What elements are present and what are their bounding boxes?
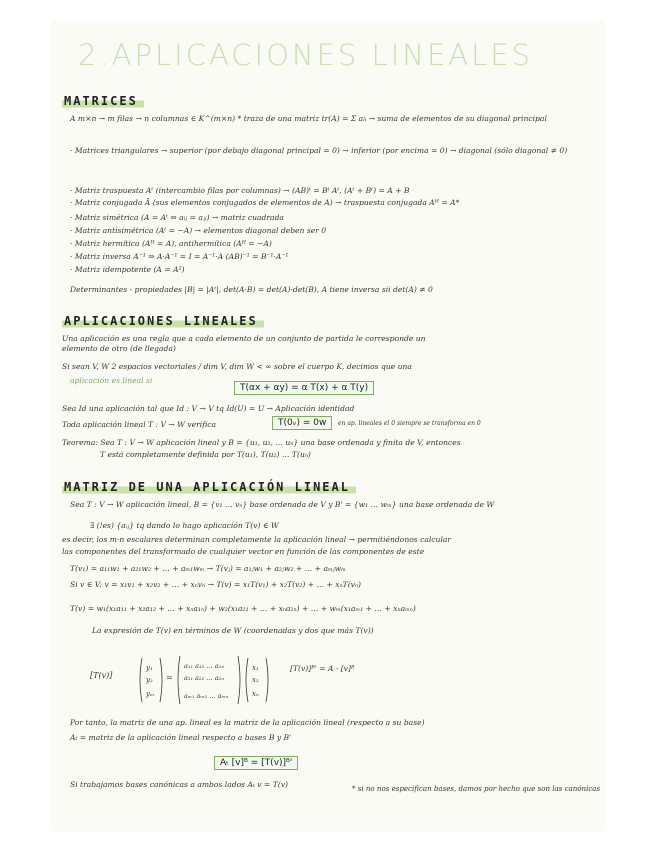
line: ∃ (!es) {aᵢⱼ} tq dando lo hago aplicación T(v) ∈ W — [90, 521, 279, 530]
section-matrices: MATRICES — [62, 94, 144, 108]
svg-text:xₙ: xₙ — [252, 690, 259, 698]
zero-box: T(0ᵥ) = 0w — [272, 416, 332, 430]
line: aplicación es lineal si — [70, 376, 153, 385]
line: · Matriz traspuesta Aᵗ (intercambio filas por columnas) → (AB)ᵗ = Bᵗ Aᵗ, (Aᵗ + Bᵗ) = A + B — [70, 186, 410, 195]
svg-text:y₂: y₂ — [146, 676, 153, 684]
line: Por tanto, la matriz de una ap. lineal es la matriz de la aplicación lineal (respecto a su base) — [70, 718, 425, 727]
svg-text:[T(v)]: [T(v)] — [90, 671, 113, 680]
line: las componentes del transformado de cualquier vector en función de las componentes de este — [62, 547, 425, 556]
svg-text:y₁: y₁ — [146, 664, 153, 672]
section-matriz: MATRIZ DE UNA APLICACIÓN LINEAL — [62, 480, 356, 494]
line: · Matrices triangulares → superior (por debajo diagonal principal = 0) → inferior (por encima = 0) → diagonal (sólo diagonal ≠ 0) — [70, 146, 568, 155]
line: · Matriz conjugada Ā (sus elementos conjugados de elementos de A) → traspuesta conjugada Aᴴ = A* — [70, 198, 460, 207]
line: Si sean V, W 2 espacios vectoriales / dim V, dim W < ∞ sobre el cuerpo K, decimos que una — [62, 362, 412, 371]
matrix-eq: [T(v)]ᴮ' = A · [v]ᴮ — [290, 664, 355, 673]
line: Toda aplicación lineal T : V → W verifica — [62, 420, 217, 429]
final-box: Aₜ [v]ᴮ = [T(v)]ᴮ' — [214, 756, 298, 770]
line: Si v ∈ V: v = x₁v₁ + x₂v₂ + … + xₙvₙ → T(v) = x₁T(v₁) + x₂T(v₂) + … + xₙT(vₙ) — [70, 580, 362, 589]
svg-text:a₂₁ a₂₂ … a₂ₙ: a₂₁ a₂₂ … a₂ₙ — [184, 674, 224, 682]
line: * si no nos especifican bases, damos por hecho que son las canónicas — [352, 784, 601, 793]
line: A m×n → m filas → n columnas ∈ K^(m×n) * traza de una matriz tr(A) = Σ aᵢᵢ → suma de elementos de su diagonal principal — [70, 114, 547, 123]
svg-text:x₂: x₂ — [252, 676, 259, 684]
line: es decir, los m·n escalares determinan completamente la aplicación lineal → permitiéndonos calcular — [62, 535, 452, 544]
line: T(v) = w₁(x₁a₁₁ + x₂a₁₂ + … + xₙa₁ₙ) + w₂(x₁a₂₁ + … + xₙa₂ₙ) + … + wₘ(x₁aₘ₁ + … + xₙaₘₙ) — [70, 604, 416, 613]
zero-note: en ap. lineales el 0 siempre se transforma en 0 — [338, 420, 481, 427]
line: · Matriz antisimétrica (Aᵗ = −A) → elementos diagonal deben ser 0 — [70, 226, 327, 235]
line: · Matriz simétrica (A = Aᵗ ⇔ aᵢⱼ = aⱼᵢ) → matriz cuadrada — [70, 213, 284, 222]
page-title: 2.APLICACIONES LINEALES — [78, 38, 534, 72]
line: · Matriz inversa A⁻¹ ⇒ A·A⁻¹ = I = A⁻¹·A (AB)⁻¹ = B⁻¹·A⁻¹ — [70, 252, 289, 261]
line: Determinantes - propiedades |B| = |Aᵗ|, det(A·B) = det(A)·det(B), A tiene inversa sii det(A) ≠ 0 — [70, 285, 433, 294]
line: · Matriz hermítica (Aᴴ = A), antihermítica (Aᴴ = −A) — [70, 239, 272, 248]
line: Sea T : V → W aplicación lineal, B = {v₁ … vₙ} base ordenada de V y B' = {w₁ … wₘ} una base ordenada de W — [70, 500, 495, 509]
svg-text:a₁₁ a₁₂ … a₁ₙ: a₁₁ a₁₂ … a₁ₙ — [184, 662, 224, 670]
line: Si trabajamos bases canónicas a ambos lados Aₜ v = T(v) — [70, 780, 288, 789]
line: · Matriz idempotente (A = A²) — [70, 265, 185, 274]
svg-text:yₘ: yₘ — [146, 690, 155, 698]
matrix-diagram — [90, 650, 350, 710]
line: Teorema: Sea T : V → W aplicación lineal y B = {u₁, u₂, … uₙ} una base ordenada y finita de V, entonces — [62, 438, 461, 447]
line: elemento de otro (de llegada) — [62, 344, 176, 353]
linearity-box: T(αx + αy) = α T(x) + α T(y) — [234, 381, 374, 395]
line: Sea Id una aplicación tal que Id : V → V tq Id(U) = U → Aplicación identidad — [62, 404, 355, 413]
line: Una aplicación es una regla que a cada elemento de un conjunto de partida le corresponde un — [62, 334, 426, 343]
line: T está completamente definida por T(u₁), T(u₂) … T(uₙ) — [100, 450, 311, 459]
section-aplicaciones: APLICACIONES LINEALES — [62, 314, 264, 328]
line: La expresión de T(v) en términos de W (coordenadas y dos que más T(v)) — [92, 626, 374, 635]
line: T(v₁) = a₁₁w₁ + a₂₁w₂ + … + aₘ₁wₘ → T(vⱼ) = a₁ⱼw₁ + a₂ⱼw₂ + … + aₘⱼwₘ — [70, 564, 346, 573]
line: Aₜ = matriz de la aplicación lineal respecto a bases B y B' — [70, 733, 292, 742]
svg-text:x₁: x₁ — [252, 664, 259, 672]
svg-text:=: = — [166, 673, 173, 682]
svg-text:aₘ₁ aₘ₂ … aₘₙ: aₘ₁ aₘ₂ … aₘₙ — [184, 692, 229, 700]
